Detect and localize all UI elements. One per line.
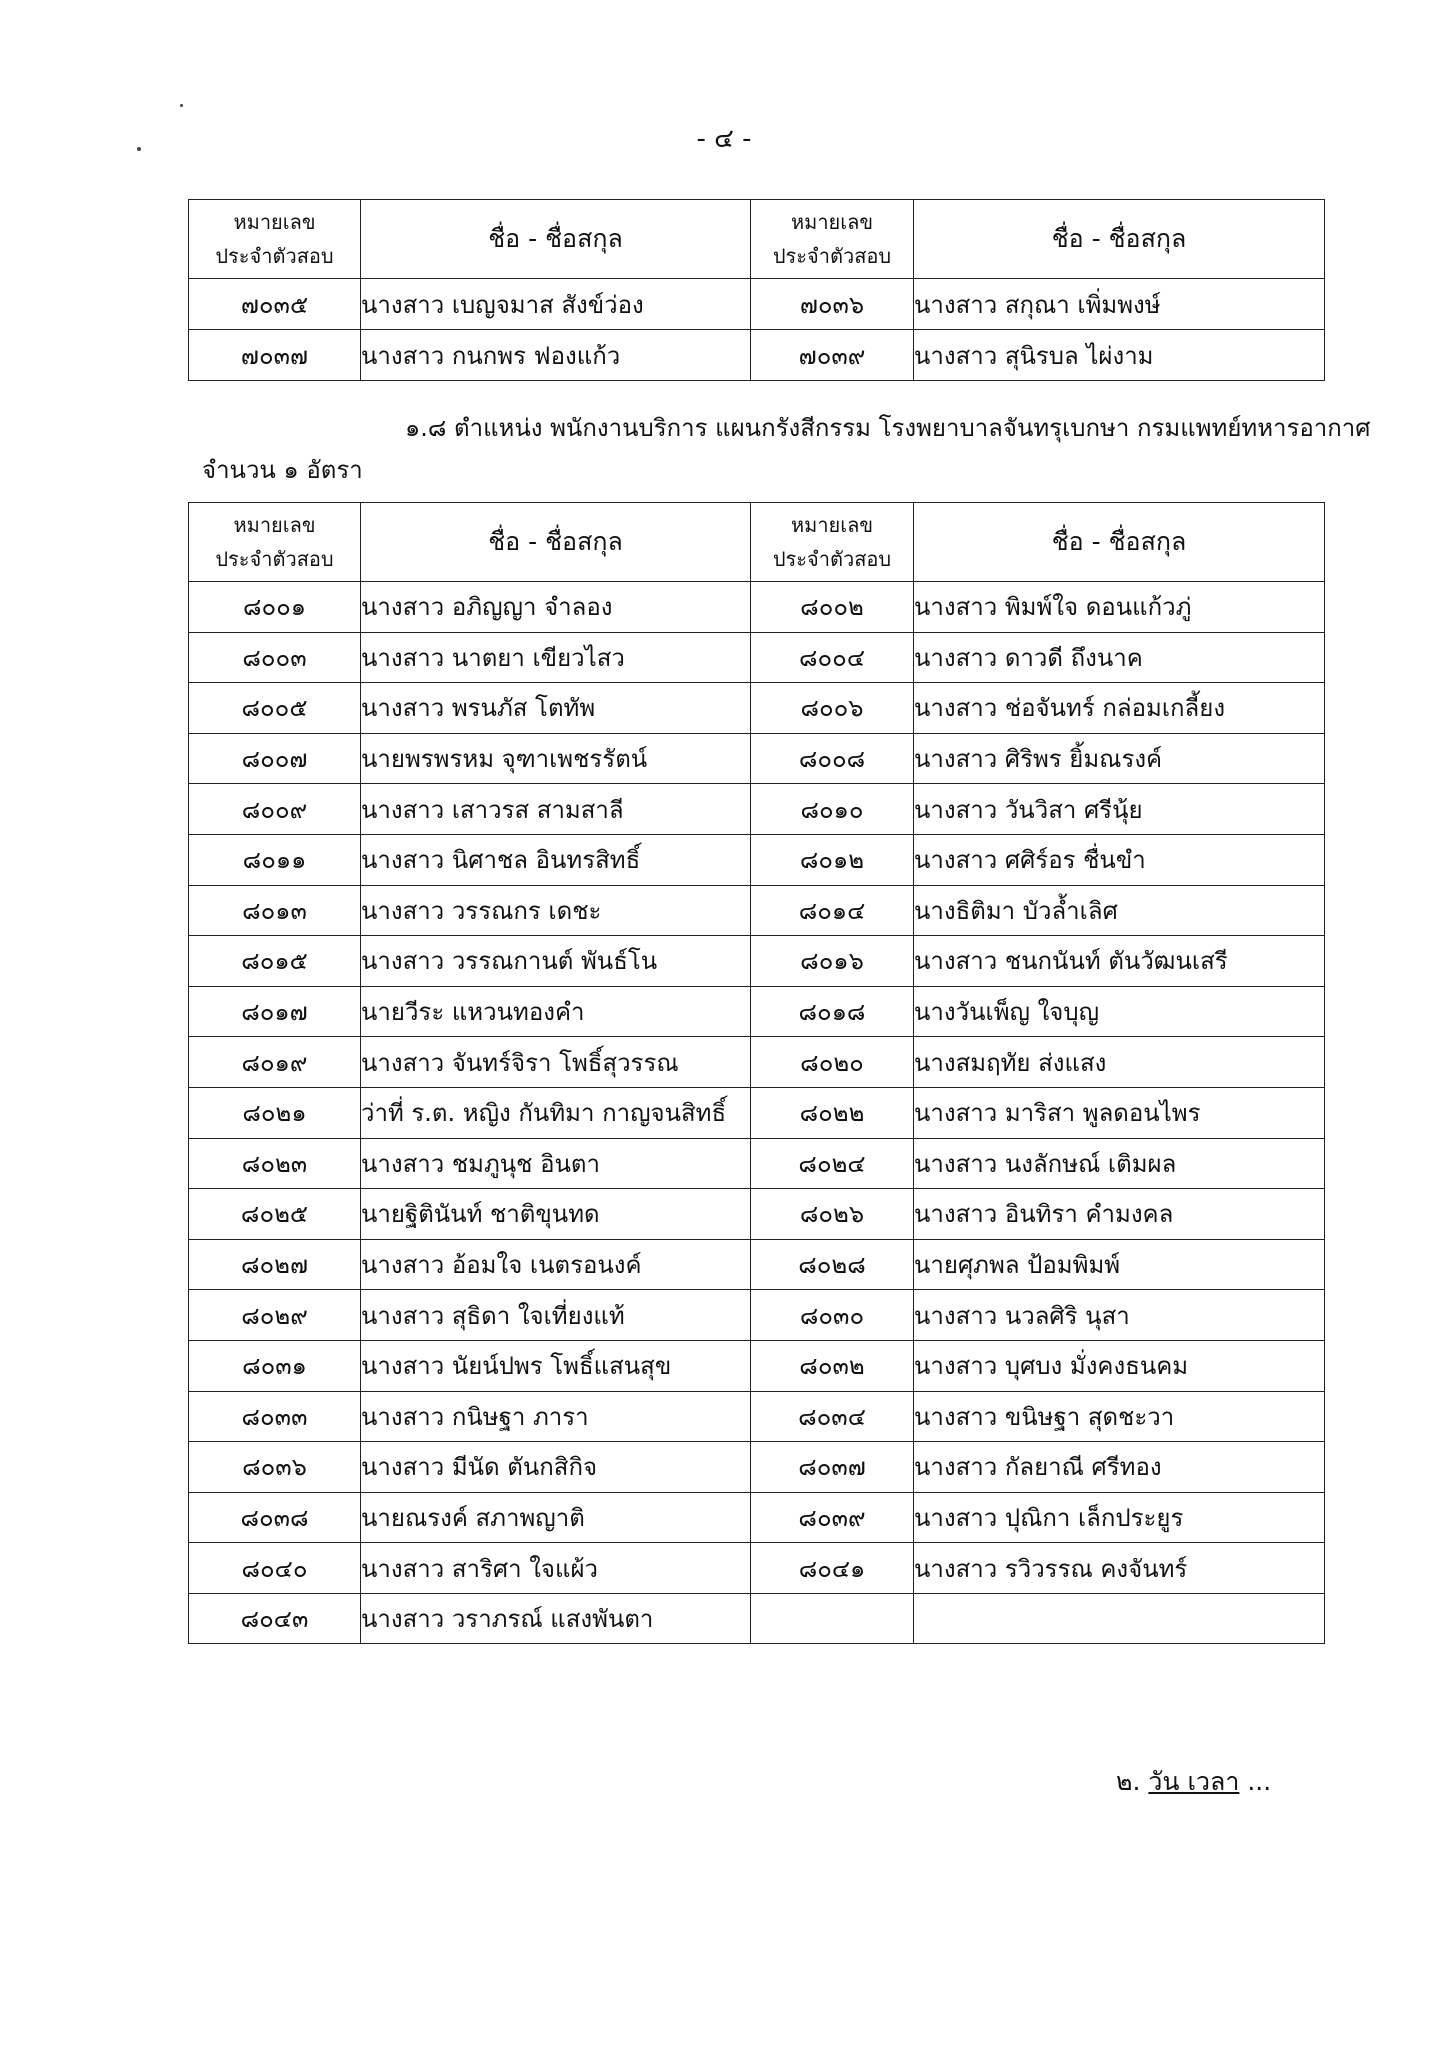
exam-id-cell: ๘๐๒๐: [751, 1037, 914, 1088]
section-heading: ๑.๘ ตำแหน่ง พนักงานบริการ แผนกรังสีกรรม โรงพยาบาลจันทรุเบกษา กรมแพทย์ทหารอากาศ: [405, 414, 1371, 442]
continuation-topic: วัน เวลา: [1148, 1767, 1240, 1796]
exam-id-cell: ๘๐๔๓: [189, 1593, 361, 1644]
exam-id-cell: ๘๐๓๗: [751, 1442, 914, 1493]
candidate-name-cell: นางสาว กนกพร ฟองแก้ว: [361, 330, 751, 381]
exam-id-cell: ๘๐๑๔: [751, 885, 914, 936]
candidate-name-cell: นายณรงค์ สภาพญาติ: [361, 1492, 751, 1543]
candidate-name-cell: นางสาว สุนิรบล ไผ่งาม: [914, 330, 1325, 381]
exam-id-cell: ๘๐๓๔: [751, 1391, 914, 1442]
exam-id-cell: ๘๐๓๓: [189, 1391, 361, 1442]
candidate-name-cell: นายวีระ แหวนทองคำ: [361, 986, 751, 1037]
candidate-name-cell: [914, 1593, 1325, 1644]
candidate-table: [188, 502, 1325, 1644]
id-column-header: หมายเลข ประจำตัวสอบ: [189, 503, 361, 582]
table-row: [189, 1593, 1325, 1644]
candidate-name-cell: นางสาว วันวิสา ศรีนุ้ย: [914, 784, 1325, 835]
candidate-name-cell: นางสาว ขนิษฐา สุดชะวา: [914, 1391, 1325, 1442]
exam-id-cell: ๘๐๑๕: [189, 936, 361, 987]
candidate-name-cell: นายพรพรหม จุฑาเพชรรัตน์: [361, 733, 751, 784]
exam-id-cell: ๘๐๒๕: [189, 1189, 361, 1240]
name-column-header: ชื่อ - ชื่อสกุล: [361, 200, 751, 279]
candidate-name-cell: ว่าที่ ร.ต. หญิง กันทิมา กาญจนสิทธิ์: [361, 1087, 751, 1138]
exam-id-cell: ๘๐๓๙: [751, 1492, 914, 1543]
exam-id-cell: ๘๐๒๖: [751, 1189, 914, 1240]
table-row: [189, 330, 1325, 381]
exam-id-cell: ๘๐๐๙: [189, 784, 361, 835]
exam-id-cell: [751, 1593, 914, 1644]
candidate-name-cell: นางสาว สกุณา เพิ่มพงษ์: [914, 279, 1325, 330]
candidate-name-cell: นางสาว ชมภูนุช อินตา: [361, 1138, 751, 1189]
exam-id-cell: ๘๐๑๙: [189, 1037, 361, 1088]
candidate-name-cell: นางสาว มาริสา พูลดอนไพร: [914, 1087, 1325, 1138]
exam-id-cell: ๗๐๓๕: [189, 279, 361, 330]
table-row: [189, 632, 1325, 683]
table-row: [189, 582, 1325, 633]
table-row: [189, 279, 1325, 330]
candidate-name-cell: นางสาว รวิวรรณ คงจันทร์: [914, 1543, 1325, 1594]
candidate-name-cell: นางสาว เบญจมาส สังข์ว่อง: [361, 279, 751, 330]
candidate-name-cell: นางสาว วรรณกานต์ พันธ์โน: [361, 936, 751, 987]
table-row: [189, 1239, 1325, 1290]
exam-id-cell: ๘๐๐๖: [751, 683, 914, 734]
table-row: [189, 1189, 1325, 1240]
table-header-row: [189, 200, 1325, 279]
table-row: [189, 834, 1325, 885]
candidate-name-cell: นางสาว กัลยาณี ศรีทอง: [914, 1442, 1325, 1493]
table-row: [189, 733, 1325, 784]
candidate-name-cell: นางสาว นงลักษณ์ เติมผล: [914, 1138, 1325, 1189]
candidate-name-cell: นางสาว นวลศิริ นุสา: [914, 1290, 1325, 1341]
table-row: [189, 1442, 1325, 1493]
exam-id-cell: ๘๐๑๘: [751, 986, 914, 1037]
table-row: [189, 885, 1325, 936]
candidate-name-cell: นางสาว ปุณิกา เล็กประยูร: [914, 1492, 1325, 1543]
exam-id-cell: ๘๐๒๔: [751, 1138, 914, 1189]
id-column-header: หมายเลข ประจำตัวสอบ: [189, 200, 361, 279]
exam-id-cell: ๘๐๓๘: [189, 1492, 361, 1543]
exam-id-cell: ๘๐๐๔: [751, 632, 914, 683]
candidate-name-cell: นางสาว วรรณกร เดชะ: [361, 885, 751, 936]
exam-id-cell: ๘๐๓๖: [189, 1442, 361, 1493]
candidate-name-cell: นายฐิตินันท์ ชาติขุนทด: [361, 1189, 751, 1240]
exam-id-cell: ๘๐๓๐: [751, 1290, 914, 1341]
page-number: - ๔ -: [696, 124, 752, 154]
candidate-name-cell: นางสาว วราภรณ์ แสงพันตา: [361, 1593, 751, 1644]
exam-id-cell: ๘๐๒๒: [751, 1087, 914, 1138]
exam-id-cell: ๘๐๑๓: [189, 885, 361, 936]
candidate-name-cell: นางสาว ชนกนันท์ ตันวัฒนเสรี: [914, 936, 1325, 987]
exam-id-cell: ๗๐๓๙: [751, 330, 914, 381]
exam-id-cell: ๘๐๐๘: [751, 733, 914, 784]
candidate-name-cell: นางสาว สาริศา ใจแผ้ว: [361, 1543, 751, 1594]
table-row: [189, 1391, 1325, 1442]
exam-id-cell: ๘๐๒๓: [189, 1138, 361, 1189]
candidate-name-cell: นางสาว นาตยา เขียวไสว: [361, 632, 751, 683]
exam-id-cell: ๘๐๐๗: [189, 733, 361, 784]
exam-id-cell: ๘๐๒๑: [189, 1087, 361, 1138]
section-quota: จำนวน ๑ อัตรา: [202, 456, 363, 484]
candidate-name-cell: นางสาว พรนภัส โตทัพ: [361, 683, 751, 734]
candidate-name-cell: นางสาว นัยน์ปพร โพธิ์แสนสุข: [361, 1340, 751, 1391]
exam-id-cell: ๘๐๓๒: [751, 1340, 914, 1391]
candidate-table-continued: [188, 199, 1325, 381]
candidate-name-cell: นางสาว นิศาชล อินทรสิทธิ์: [361, 834, 751, 885]
candidate-name-cell: นางสาว มีนัด ตันกสิกิจ: [361, 1442, 751, 1493]
name-column-header: ชื่อ - ชื่อสกุล: [914, 503, 1325, 582]
table-header-row: [189, 503, 1325, 582]
id-column-header: หมายเลข ประจำตัวสอบ: [751, 200, 914, 279]
candidate-name-cell: นางวันเพ็ญ ใจบุญ: [914, 986, 1325, 1037]
exam-id-cell: ๘๐๐๑: [189, 582, 361, 633]
candidate-name-cell: นางสมฤทัย ส่งแสง: [914, 1037, 1325, 1088]
candidate-name-cell: นางสาว ศิริพร ยิ้มณรงค์: [914, 733, 1325, 784]
table-row: [189, 784, 1325, 835]
table-row: [189, 1037, 1325, 1088]
candidate-name-cell: นางสาว จันทร์จิรา โพธิ์สุวรรณ: [361, 1037, 751, 1088]
exam-id-cell: ๘๐๑๐: [751, 784, 914, 835]
exam-id-cell: ๗๐๓๖: [751, 279, 914, 330]
exam-id-cell: ๘๐๑๖: [751, 936, 914, 987]
table-row: [189, 986, 1325, 1037]
name-column-header: ชื่อ - ชื่อสกุล: [914, 200, 1325, 279]
scan-speck: [180, 104, 183, 107]
exam-id-cell: ๘๐๐๒: [751, 582, 914, 633]
exam-id-cell: ๘๐๑๑: [189, 834, 361, 885]
table-row: [189, 1543, 1325, 1594]
table-row: [189, 1087, 1325, 1138]
candidate-name-cell: นางสาว กนิษฐา ภารา: [361, 1391, 751, 1442]
next-page-continuation: ๒. วัน เวลา ...: [1116, 1767, 1272, 1796]
candidate-name-cell: นางสาว บุศบง มั่งคงธนคม: [914, 1340, 1325, 1391]
id-column-header: หมายเลข ประจำตัวสอบ: [751, 503, 914, 582]
candidate-name-cell: นางสาว อภิญญา จำลอง: [361, 582, 751, 633]
table-row: [189, 936, 1325, 987]
exam-id-cell: ๘๐๒๗: [189, 1239, 361, 1290]
table-row: [189, 683, 1325, 734]
exam-id-cell: ๘๐๐๕: [189, 683, 361, 734]
table-row: [189, 1492, 1325, 1543]
table-row: [189, 1138, 1325, 1189]
candidate-name-cell: นางสาว อ้อมใจ เนตรอนงค์: [361, 1239, 751, 1290]
exam-id-cell: ๘๐๓๑: [189, 1340, 361, 1391]
exam-id-cell: ๘๐๔๐: [189, 1543, 361, 1594]
exam-id-cell: ๘๐๒๘: [751, 1239, 914, 1290]
exam-id-cell: ๘๐๑๗: [189, 986, 361, 1037]
candidate-name-cell: นางสาว ศศิร์อร ชื่นขำ: [914, 834, 1325, 885]
candidate-name-cell: นางธิติมา บัวล้ำเลิศ: [914, 885, 1325, 936]
candidate-name-cell: นางสาว พิมพ์ใจ ดอนแก้วภู่: [914, 582, 1325, 633]
candidate-name-cell: นางสาว ดาวดี ถึงนาค: [914, 632, 1325, 683]
name-column-header: ชื่อ - ชื่อสกุล: [361, 503, 751, 582]
candidate-name-cell: นางสาว สุธิดา ใจเที่ยงแท้: [361, 1290, 751, 1341]
exam-id-cell: ๗๐๓๗: [189, 330, 361, 381]
table-row: [189, 1340, 1325, 1391]
exam-id-cell: ๘๐๒๙: [189, 1290, 361, 1341]
exam-id-cell: ๘๐๐๓: [189, 632, 361, 683]
table-row: [189, 1290, 1325, 1341]
candidate-name-cell: นายศุภพล ป้อมพิมพ์: [914, 1239, 1325, 1290]
candidate-name-cell: นางสาว เสาวรส สามสาลี: [361, 784, 751, 835]
candidate-name-cell: นางสาว อินทิรา คำมงคล: [914, 1189, 1325, 1240]
candidate-name-cell: นางสาว ช่อจันทร์ กล่อมเกลี้ยง: [914, 683, 1325, 734]
exam-id-cell: ๘๐๑๒: [751, 834, 914, 885]
exam-id-cell: ๘๐๔๑: [751, 1543, 914, 1594]
